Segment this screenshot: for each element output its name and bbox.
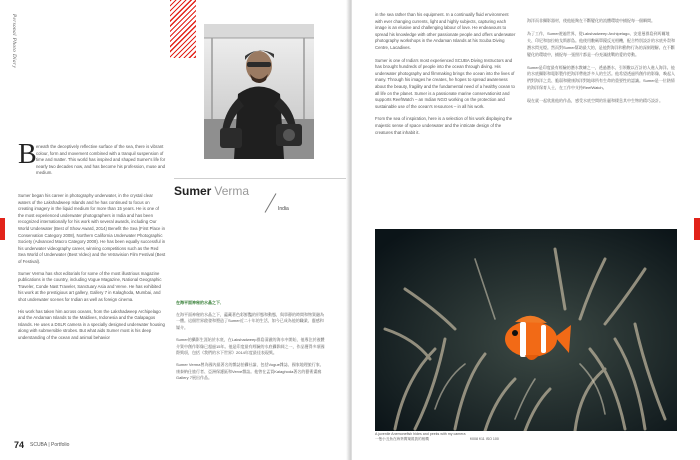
- chinese-paragraph: 在海平面神秘的水晶之下，蘊藏著色彩鮮豔的形態和動態，與寧靜的時間和物質融為一體。這個世界啟發和塑造了Sumer近二十年的生活，如今已成為他的職業、靈感和媒介。: [176, 311, 324, 331]
- chinese-paragraph: Sumer的攝影生涯始於水底，在Lakshadweep群島清澈的海水中開始，他專注於液體介質中創作影像已超過15年。他是印度最有經驗的水底攝影師之一，作品獲得多項國際獎項，包括《我們的水下世界》2014年度最佳表現獎。: [176, 336, 325, 356]
- chinese-paragraph: 現在就一起欣賞他的作品，感受水底空間的壯麗和棲息其中生物的精巧設計。: [527, 98, 663, 104]
- section-vertical-label: Personal Photo Diary: [11, 14, 16, 69]
- decorative-stripes: [170, 0, 196, 58]
- body-paragraph: Sumer Verma has shot editorials for some of the most illustrious magazine publications in the country, including Vogue Magazine, National Geographic Traveler, Conde Nast Traveler, Sanctuary Asia and Verve. He has exhibited his work at the prestigious art gallery, Gallery 7 in Kalaghoda, Mumbai, and shot underwater scenes for Indian as well as foreign cinema.: [18, 270, 162, 302]
- photographer-country: India: [278, 206, 289, 212]
- intro-text: eneath the deceptively reflective surface of the sea, there is vibrant colour, form and movement combined with a tranquil suspension of time and matter. This world has inspired and shaped Sumer's life for nearly two decades now, and has become his profession, muse and medium.: [36, 144, 166, 176]
- diver-portrait-illustration: [204, 24, 314, 159]
- body-paragraph: His work has taken him across oceans, from the Lakshadweep Archipelago and the Andaman Islands to the Maldives, Indonesia and the Galapagos Islands. He uses a DSLR camera in a specially designed underwater housing along with submersible strobes. But what aids Sumer most is his deep understanding of the ocean and animal behavior: [18, 308, 165, 340]
- left-page: [0, 0, 348, 460]
- chinese-paragraph: 海洋而非攝影器材，使他能夠在不斷變化的流體環境中捕捉每一個瞬間。: [527, 18, 655, 23]
- anemonefish-illustration: [375, 229, 677, 431]
- english-continued-column: [375, 12, 517, 142]
- page-number: 74: [14, 440, 25, 450]
- name-divider: [174, 178, 348, 179]
- caption-english: A juvenile Anemonefish hides and peeks with my camera: [375, 432, 466, 436]
- chinese-lead: 在海平面神秘的水晶之下,: [176, 300, 222, 305]
- body-paragraph: in the sea rather than his equipment. In a continually fluid environment with ever changing currents, light and highly subjects, capturing each image is an elusive and challenging labour of love. He endeavours to spread his knowledge with other passionate people and offers underwater photography workshops in the Andaman Islands at his Scuba Diving Centre, Lacadives.: [375, 12, 516, 50]
- caption-exposure: f/008 f/11 ISO 100: [470, 437, 499, 441]
- body-paragraph: Sumer is one of India's most experienced SCUBA Diving Instructors and has brought hundreds of people into the ocean through diving. His underwater photography and filmmaking brings the ocean into the lives of many. Through his images he creates, he hopes to spread awareness about the beauty, fragility and the fundamental need of a healthy ocean to all life on the planet. Sumer is a passionate marine conservationist and supports ReefWatch – an Indian NGO working on the protection and sustainable use of the ocean's resources – in all his work.: [375, 57, 515, 109]
- portrait-photo: [204, 24, 314, 159]
- body-paragraph: Sumer began his career in photography underwater, in the crystal clear waters of the Lakshadweep Islands and he has continued to focus on creating imagery in the liquid medium for more than 15 years. He is one of the most experienced underwater photographers in India and has been recognized internationally for his work with several awards, including Our World Underwater (Best of Show Award, 2014) Benefit the Sea (First Place in Conservation Category 2008), Northern California Underwater Photographic Society (Advanced Macro Category 2008). He has been equally successful in his underwater videography career, winning competitions such as the Red Sea World of Underwater (Best Video) and the Vetravision Film Festival (Best of Festival).: [18, 193, 166, 264]
- chinese-paragraph: Sumer是印度最有經驗的潛水教練之一，透過潛水，引領數以百計的人進入海洋。他的水底攝影和電影製作把海洋帶進許多人的生活。他希望透過所創作的影像，喚起人們對海洋之美、脆弱和健康海洋對地球所有生命的重要性的認識。Sumer是一位熱情的海洋保育人士，在工作中支持ReefWatch。: [527, 64, 675, 91]
- intro-paragraph: [36, 144, 166, 182]
- edge-marker: [0, 218, 5, 240]
- chinese-paragraph: 為了工作，Sumer遊遍世界，從Lakshadweep Archipelago、安達曼群島到馬爾地夫、印尼和加拉帕戈斯群島。他使用數碼單鏡反光相機，配合特別設計的水底外殼和潛水閃光燈。然而對Sumer幫助最大的，是他對海洋和動物行為的深刻理解。在不斷變化的環境中，捕捉每一張照片都是一份充滿挑戰的愛的勞動。: [527, 30, 675, 57]
- chinese-paragraph: Sumer Verma曾為國內最著名的雜誌拍攝社論，包括Vogue雜誌、國家地理旅行家、康泰納仕旅行者、亞洲保護區和Verve雜誌。他曾在孟買Kalaghoda著名的藝術畫廊Gallery 7展出作品。: [176, 361, 324, 381]
- magazine-footer: SCUBA | Portfolio: [30, 442, 70, 448]
- edge-marker: [694, 218, 700, 240]
- clownfish-photo: [375, 229, 677, 431]
- photographer-name-block: [174, 182, 314, 214]
- drop-cap: B: [18, 139, 37, 170]
- body-paragraph: From the sea of inspiration, here is a selection of his work displaying the majestic sense of space underwater and the intricate design of the creatures that inhabit it.: [375, 116, 513, 135]
- caption-chinese: 一隻小丑魚在海葵間窺視我的相機: [375, 437, 429, 441]
- english-body-column: [18, 193, 166, 346]
- chinese-body-column: [176, 300, 326, 387]
- photographer-first-name: Sumer: [174, 184, 212, 198]
- chinese-continued-column: [527, 18, 675, 111]
- slash-divider: [265, 193, 277, 213]
- photographer-last-name: Verma: [214, 184, 250, 198]
